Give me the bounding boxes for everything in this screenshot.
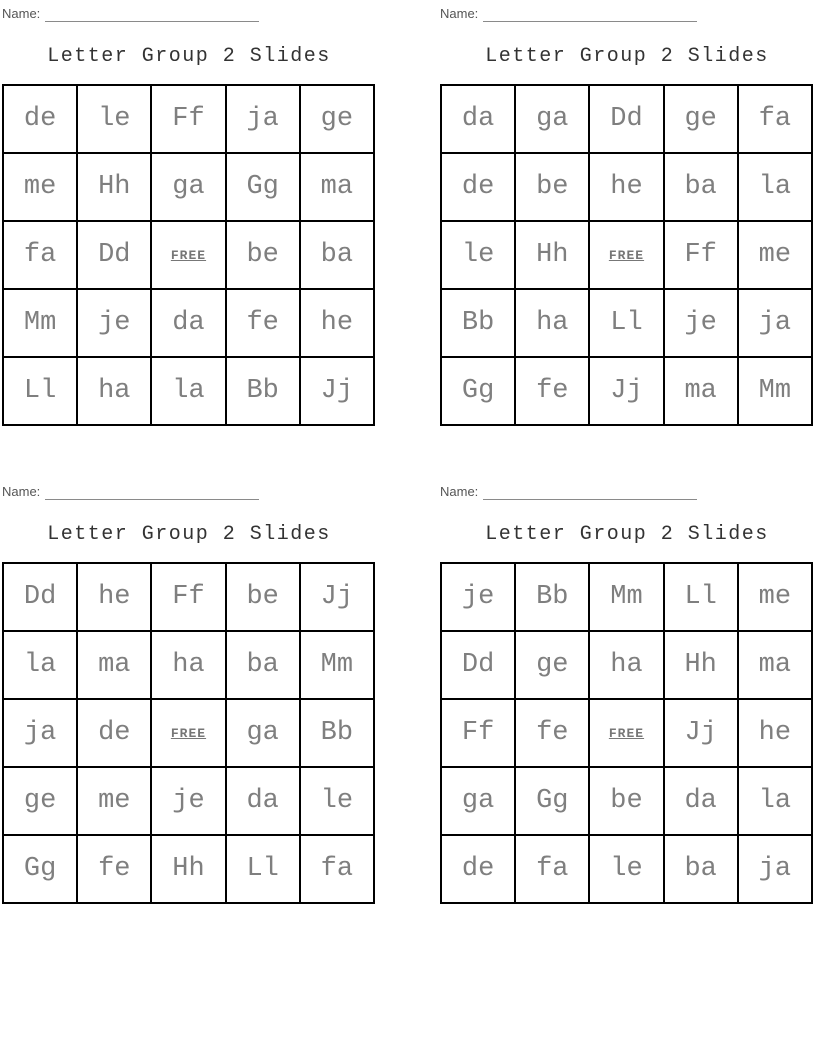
bingo-cell: Hh: [77, 153, 151, 221]
bingo-cell: da: [441, 85, 515, 153]
bingo-row: [441, 699, 812, 767]
bingo-cell: fa: [515, 835, 589, 903]
bingo-cell: Dd: [589, 85, 663, 153]
bingo-cell: ge: [3, 767, 77, 835]
bingo-cell: la: [3, 631, 77, 699]
bingo-cell: Jj: [664, 699, 738, 767]
bingo-cell: be: [589, 767, 663, 835]
bingo-cell: Bb: [515, 563, 589, 631]
bingo-cell: le: [441, 221, 515, 289]
bingo-cell: ba: [226, 631, 300, 699]
name-row: [440, 482, 814, 500]
name-fill-line: [483, 7, 697, 22]
bingo-cell: be: [226, 563, 300, 631]
name-fill-line: [45, 7, 259, 22]
card-title: Letter Group 2 Slides: [47, 45, 331, 68]
bingo-cell: le: [77, 85, 151, 153]
bingo-cell: ja: [226, 85, 300, 153]
bingo-card: [440, 482, 814, 904]
name-label: Name:: [2, 484, 41, 499]
bingo-row: [3, 835, 374, 903]
bingo-cell: ja: [738, 289, 812, 357]
bingo-row: [441, 563, 812, 631]
bingo-cell: he: [589, 153, 663, 221]
bingo-cell: ga: [151, 153, 225, 221]
bingo-cell: ba: [664, 153, 738, 221]
bingo-cell: ge: [515, 631, 589, 699]
bingo-row: [3, 563, 374, 631]
bingo-cell: fe: [226, 289, 300, 357]
bingo-cell: Ff: [151, 563, 225, 631]
bingo-cell: Ll: [226, 835, 300, 903]
bingo-row: [3, 289, 374, 357]
bingo-cell: be: [226, 221, 300, 289]
bingo-cell: ga: [441, 767, 515, 835]
bingo-cell: fa: [300, 835, 374, 903]
bingo-row: [3, 85, 374, 153]
bingo-cell: de: [3, 85, 77, 153]
bingo-cell: de: [441, 835, 515, 903]
bingo-cell: ba: [300, 221, 374, 289]
bingo-cell: de: [77, 699, 151, 767]
bingo-row: [3, 153, 374, 221]
bingo-cell: le: [589, 835, 663, 903]
bingo-cell: Bb: [441, 289, 515, 357]
bingo-cell: ge: [664, 85, 738, 153]
bingo-row: [441, 85, 812, 153]
bingo-cell: he: [77, 563, 151, 631]
bingo-cell: la: [738, 767, 812, 835]
bingo-cell: Dd: [441, 631, 515, 699]
bingo-row: [441, 631, 812, 699]
bingo-cell: fe: [515, 357, 589, 425]
bingo-cell: Hh: [151, 835, 225, 903]
bingo-cell: Ll: [589, 289, 663, 357]
bingo-cell: Ff: [151, 85, 225, 153]
name-fill-line: [45, 485, 259, 500]
name-row: [2, 4, 376, 22]
bingo-cell: Gg: [441, 357, 515, 425]
bingo-cell: Ff: [664, 221, 738, 289]
bingo-cell: Ll: [664, 563, 738, 631]
free-cell: FREE: [151, 221, 225, 289]
bingo-cell: Mm: [3, 289, 77, 357]
bingo-row: [3, 631, 374, 699]
bingo-cell: Jj: [589, 357, 663, 425]
name-row: [2, 482, 376, 500]
bingo-cell: ma: [77, 631, 151, 699]
bingo-cell: da: [226, 767, 300, 835]
bingo-cell: ma: [300, 153, 374, 221]
bingo-cell: ha: [151, 631, 225, 699]
bingo-cell: Mm: [738, 357, 812, 425]
bingo-cell: ba: [664, 835, 738, 903]
bingo-cell: Gg: [515, 767, 589, 835]
name-label: Name:: [440, 6, 479, 21]
bingo-cell: he: [300, 289, 374, 357]
bingo-cell: fa: [3, 221, 77, 289]
bingo-card: [2, 4, 376, 426]
bingo-cell: je: [441, 563, 515, 631]
bingo-row: [3, 357, 374, 425]
bingo-cell: la: [151, 357, 225, 425]
bingo-cell: ha: [589, 631, 663, 699]
bingo-cell: Dd: [3, 563, 77, 631]
bingo-row: [3, 699, 374, 767]
bingo-cell: Bb: [300, 699, 374, 767]
bingo-row: [441, 221, 812, 289]
bingo-grid: [2, 562, 375, 904]
bingo-cell: be: [515, 153, 589, 221]
bingo-cell: da: [151, 289, 225, 357]
bingo-grid: [440, 84, 813, 426]
bingo-card: [2, 482, 376, 904]
bingo-cell: Gg: [3, 835, 77, 903]
bingo-row: [441, 767, 812, 835]
bingo-cell: fa: [738, 85, 812, 153]
bingo-cell: Jj: [300, 563, 374, 631]
bingo-cell: me: [738, 563, 812, 631]
bingo-row: [3, 767, 374, 835]
bingo-cell: je: [664, 289, 738, 357]
bingo-cell: me: [77, 767, 151, 835]
free-cell: FREE: [151, 699, 225, 767]
bingo-cell: Bb: [226, 357, 300, 425]
bingo-cell: ha: [515, 289, 589, 357]
bingo-cell: ma: [664, 357, 738, 425]
free-cell: FREE: [589, 699, 663, 767]
bingo-cell: ge: [300, 85, 374, 153]
bingo-cell: Ff: [441, 699, 515, 767]
card-title: Letter Group 2 Slides: [485, 45, 769, 68]
bingo-grid: [440, 562, 813, 904]
bingo-card: [440, 4, 814, 426]
name-row: [440, 4, 814, 22]
bingo-cell: Gg: [226, 153, 300, 221]
bingo-cell: da: [664, 767, 738, 835]
bingo-cell: ga: [515, 85, 589, 153]
bingo-cell: Ll: [3, 357, 77, 425]
bingo-row: [441, 835, 812, 903]
card-title: Letter Group 2 Slides: [47, 523, 331, 546]
bingo-cell: la: [738, 153, 812, 221]
bingo-cell: ha: [77, 357, 151, 425]
card-title: Letter Group 2 Slides: [485, 523, 769, 546]
bingo-cell: me: [738, 221, 812, 289]
bingo-cell: ja: [738, 835, 812, 903]
bingo-row: [3, 221, 374, 289]
name-fill-line: [483, 485, 697, 500]
bingo-cell: je: [151, 767, 225, 835]
free-cell: FREE: [589, 221, 663, 289]
name-label: Name:: [2, 6, 41, 21]
bingo-cell: ma: [738, 631, 812, 699]
bingo-row: [441, 153, 812, 221]
bingo-cell: le: [300, 767, 374, 835]
bingo-cell: Hh: [664, 631, 738, 699]
name-label: Name:: [440, 484, 479, 499]
bingo-grid: [2, 84, 375, 426]
bingo-cell: fe: [515, 699, 589, 767]
bingo-row: [441, 357, 812, 425]
bingo-cell: Dd: [77, 221, 151, 289]
bingo-cell: de: [441, 153, 515, 221]
bingo-row: [441, 289, 812, 357]
bingo-cell: fe: [77, 835, 151, 903]
bingo-cell: Hh: [515, 221, 589, 289]
bingo-cell: ja: [3, 699, 77, 767]
bingo-cell: ga: [226, 699, 300, 767]
bingo-cell: he: [738, 699, 812, 767]
bingo-cell: Jj: [300, 357, 374, 425]
bingo-cell: Mm: [300, 631, 374, 699]
bingo-cell: me: [3, 153, 77, 221]
bingo-cell: je: [77, 289, 151, 357]
bingo-cell: Mm: [589, 563, 663, 631]
